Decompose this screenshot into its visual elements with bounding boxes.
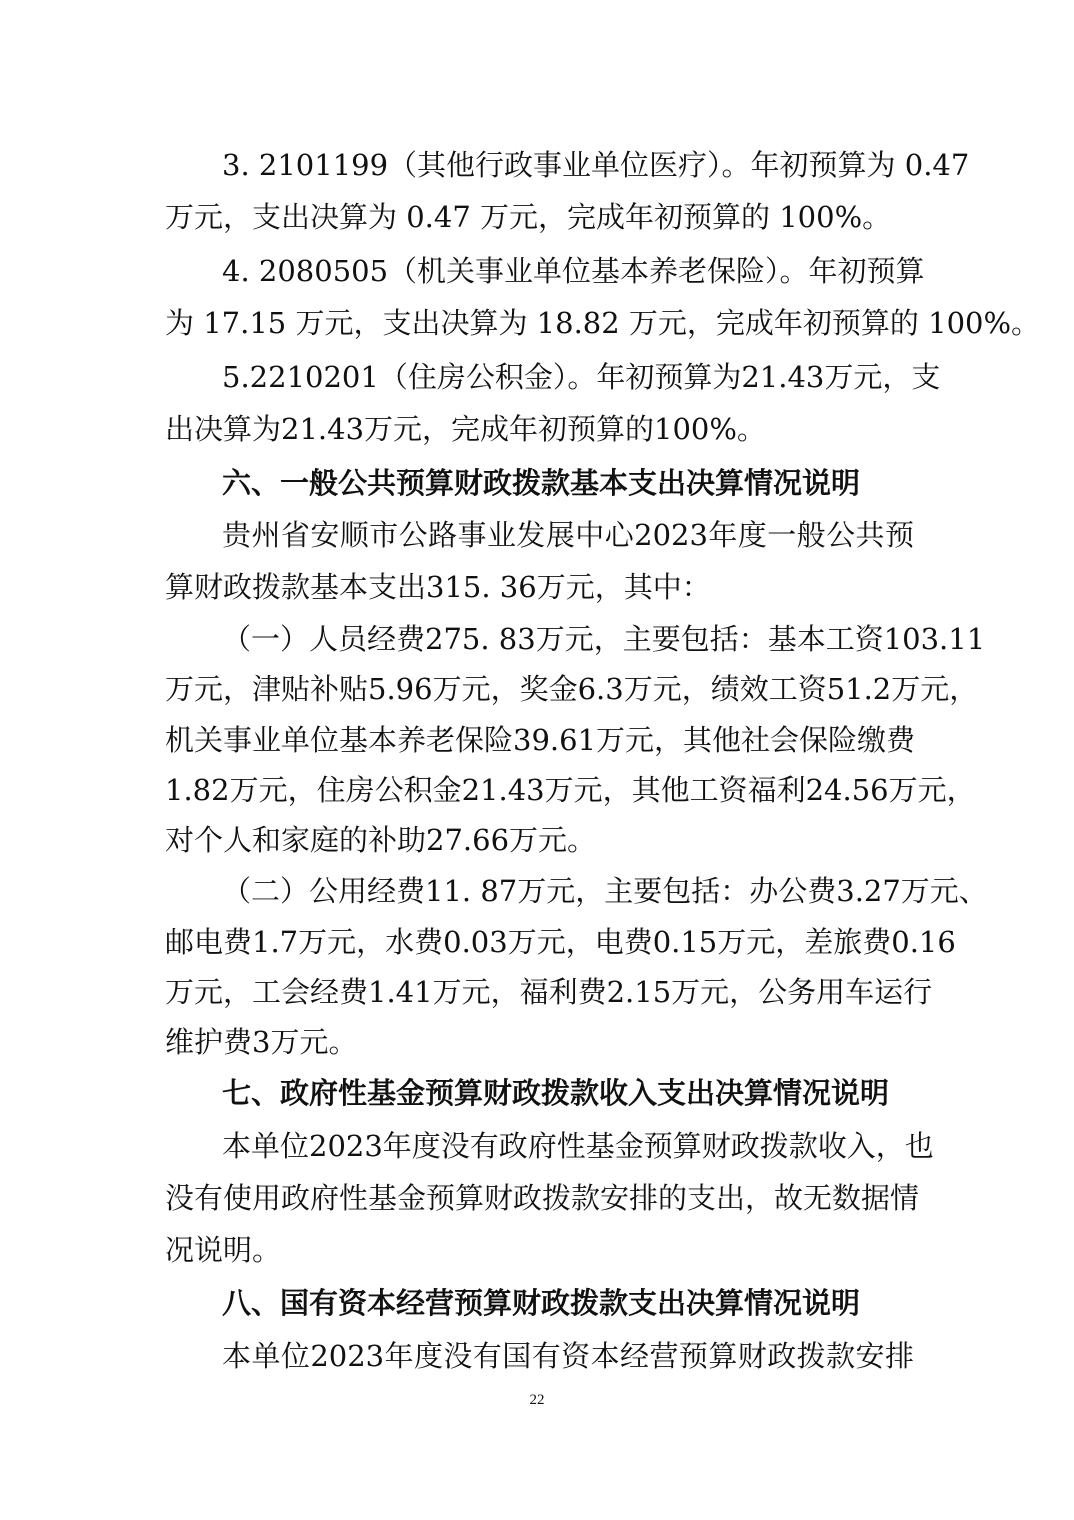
paragraph-line: 万元，支出决算为 0.47 万元，完成年初预算的 100%。 [165,200,892,234]
paragraph-line: 机关事业单位基本养老保险39.61万元，其他社会保险缴费 [165,723,916,757]
paragraph-line: 对个人和家庭的补助27.66万元。 [165,823,597,857]
section-heading-6: 六、一般公共预算财政拨款基本支出决算情况说明 [222,466,861,500]
section-heading-8: 八、国有资本经营预算财政拨款支出决算情况说明 [222,1286,861,1320]
page-number: 22 [529,1392,545,1408]
paragraph-line: 5.2210201（住房公积金）。年初预算为21.43万元，支 [222,360,941,394]
paragraph-line: 4. 2080505（机关事业单位基本养老保险）。年初预算 [222,254,925,288]
paragraph-line: 3. 2101199（其他行政事业单位医疗）。年初预算为 0.47 [222,148,970,182]
section-heading-7: 七、政府性基金预算财政拨款收入支出决算情况说明 [222,1076,890,1110]
paragraph-line: 本单位2023年度没有国有资本经营预算财政拨款安排 [222,1339,914,1373]
paragraph-line: 1.82万元，住房公积金21.43万元，其他工资福利24.56万元， [165,773,976,807]
paragraph-line: 本单位2023年度没有政府性基金预算财政拨款收入，也 [222,1129,934,1163]
paragraph-line: 维护费3万元。 [165,1025,358,1059]
paragraph-line: 为 17.15 万元，支出决算为 18.82 万元，完成年初预算的 100%。 [165,306,1041,340]
paragraph-line: 贵州省安顺市公路事业发展中心2023年度一般公共预 [222,518,914,552]
paragraph-line: 出决算为21.43万元，完成年初预算的100%。 [165,412,766,446]
paragraph-line: 万元，津贴补贴5.96万元，奖金6.3万元，绩效工资51.2万元， [165,672,979,706]
paragraph-line: （一）人员经费275. 83万元，主要包括：基本工资103.11 [222,622,986,656]
paragraph-line: 邮电费1.7万元，水费0.03万元，电费0.15万元，差旅费0.16 [165,925,956,959]
paragraph-line: 万元，工会经费1.41万元，福利费2.15万元，公务用车运行 [165,975,933,1009]
paragraph-line: （二）公用经费11. 87万元，主要包括：办公费3.27万元、 [222,874,988,908]
paragraph-line: 没有使用政府性基金预算财政拨款安排的支出，故无数据情 [165,1181,920,1215]
paragraph-line: 算财政拨款基本支出315. 36万元，其中： [165,570,711,604]
paragraph-line: 况说明。 [165,1233,282,1267]
